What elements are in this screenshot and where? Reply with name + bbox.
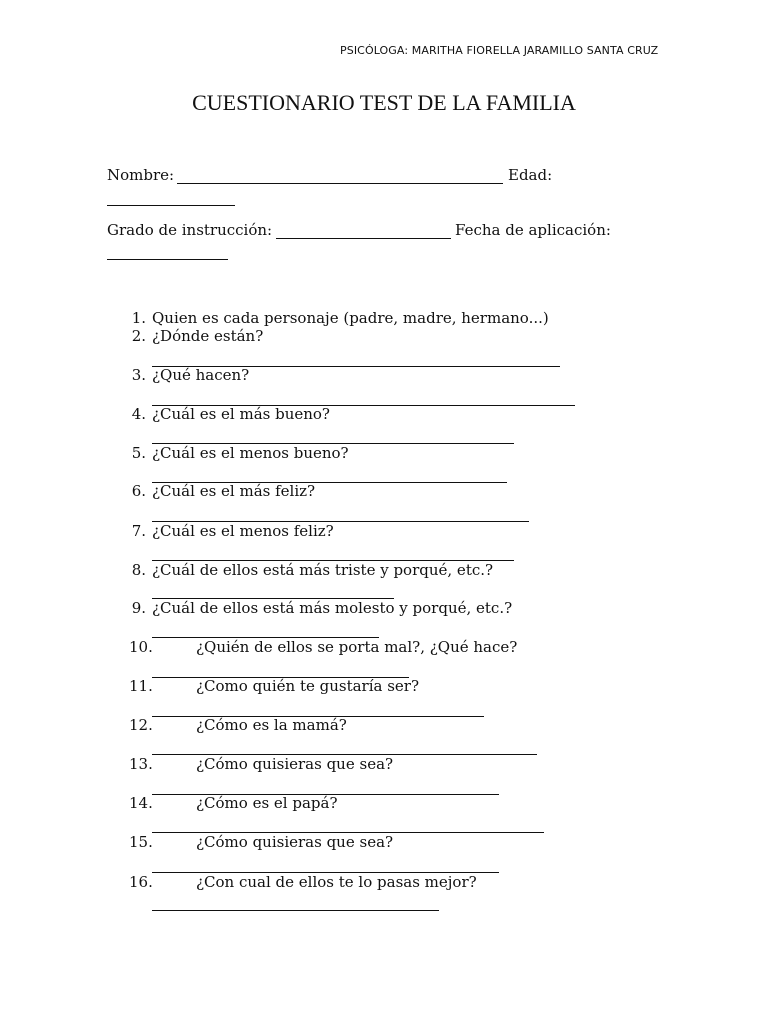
question-text: Quien es cada personaje (padre, madre, hermano...) — [152, 309, 549, 327]
question-text: ¿Cuál es el más feliz? — [152, 482, 316, 500]
question-number: 8. — [131, 561, 146, 579]
question-number: 10. — [129, 638, 153, 656]
question-text: ¿Cómo es el papá? — [196, 794, 338, 812]
question-text: ¿Cuál es el menos feliz? — [152, 522, 334, 540]
question-text: ¿Cómo es la mamá? — [196, 716, 347, 734]
question-text: ¿Cómo quisieras que sea? — [196, 833, 394, 851]
question-number: 7. — [131, 522, 146, 540]
question-text: ¿Como quién te gustaría ser? — [196, 677, 420, 695]
question-number: 11. — [129, 677, 153, 695]
question-number: 14. — [129, 794, 153, 812]
question-text: ¿Cuál de ellos está más triste y porqué, etc.? — [152, 561, 494, 579]
question-text: ¿Cómo quisieras que sea? — [196, 755, 394, 773]
question-text: ¿Qué hacen? — [152, 366, 250, 384]
author-header: PSICÓLOGA: MARITHA FIORELLA JARAMILLO SANTA CRUZ — [340, 44, 659, 57]
edad-label: Edad: — [508, 166, 553, 184]
question-text: ¿Cuál de ellos está más molesto y porqué, etc.? — [152, 599, 513, 617]
question-number: 6. — [131, 482, 146, 500]
question-number: 3. — [131, 366, 146, 384]
grado-label: Grado de instrucción: — [107, 221, 273, 239]
question-number: 4. — [131, 405, 146, 423]
question-text: ¿Cuál es el menos bueno? — [152, 444, 349, 462]
question-text: ¿Cuál es el más bueno? — [152, 405, 330, 423]
nombre-label: Nombre: — [107, 166, 175, 184]
question-number: 5. — [131, 444, 146, 462]
nombre-field[interactable] — [177, 183, 503, 184]
question-text: ¿Dónde están? — [152, 327, 264, 345]
fecha-label: Fecha de aplicación: — [455, 221, 611, 239]
question-number: 2. — [131, 327, 146, 345]
question-number: 15. — [129, 833, 153, 851]
question-number: 12. — [129, 716, 153, 734]
grado-field[interactable] — [276, 238, 451, 239]
fecha-field[interactable] — [107, 259, 228, 260]
question-text: ¿Con cual de ellos te lo pasas mejor? — [196, 873, 477, 891]
page-title: CUESTIONARIO TEST DE LA FAMILIA — [192, 90, 576, 115]
edad-field[interactable] — [107, 205, 235, 206]
answer-line[interactable] — [152, 910, 439, 911]
question-number: 9. — [131, 599, 146, 617]
question-text: ¿Quién de ellos se porta mal?, ¿Qué hace? — [196, 638, 518, 656]
question-number: 13. — [129, 755, 153, 773]
question-number: 16. — [129, 873, 153, 891]
question-number: 1. — [131, 309, 146, 327]
